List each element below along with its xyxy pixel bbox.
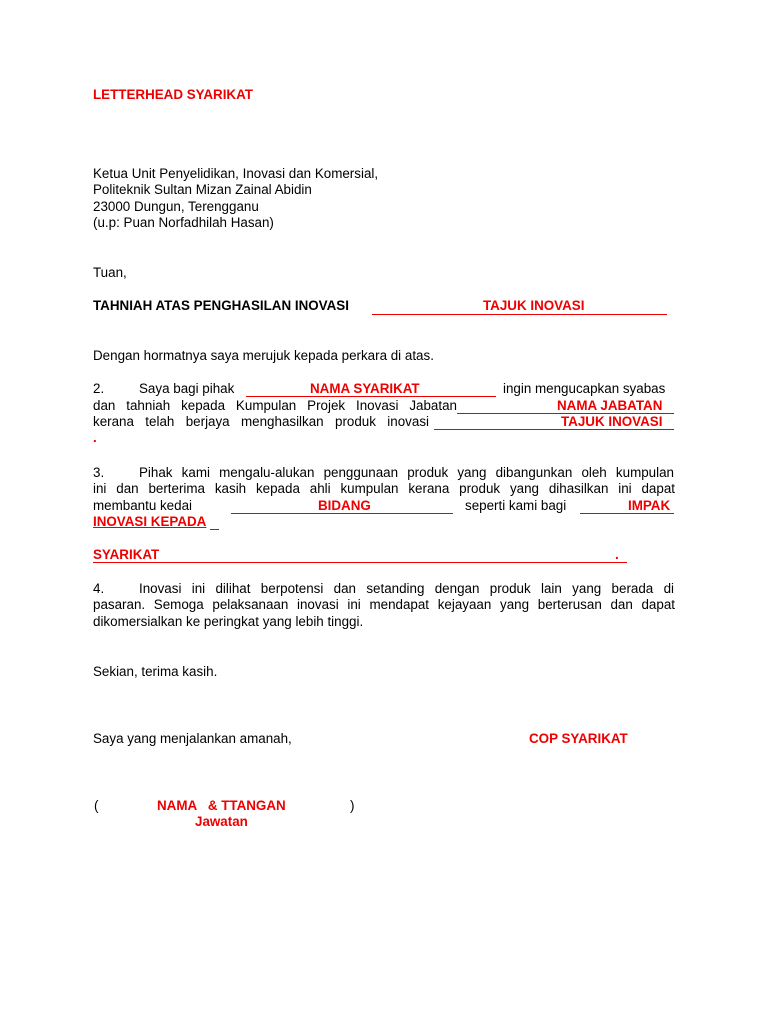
para2-text-b: ingin mengucapkan syabas [503,381,666,396]
recipient-line-1: Ketua Unit Penyelidikan, Inovasi dan Komersial, [93,166,379,181]
letterhead-placeholder: LETTERHEAD SYARIKAT [93,87,253,102]
para2-text-d: kerana telah berjaya menghasilkan produk inovasi [93,414,429,429]
para3-line-2: ini dan berterima kasih kepada ahli kumpulan kerana produk yang dihasilkan ini dapat [93,481,675,496]
position-placeholder: Jawatan [195,814,248,829]
para2-end-mark: . [93,430,97,445]
recipient-line-3: 23000 Dungun, Terengganu [93,199,259,214]
para2-number: 2. [93,381,105,396]
para3-line-1: Pihak kami mengalu-alukan penggunaan produk yang dibangunkan oleh kumpulan [139,465,674,480]
para3-end-mark: . [615,547,619,562]
company-name-placeholder: NAMA SYARIKAT [310,381,420,396]
closing-line: Sekian, terima kasih. [93,664,218,679]
salutation: Tuan, [93,265,127,280]
innovation-to-placeholder: INOVASI KEPADA [93,514,207,529]
para2-text-a: Saya bagi pihak [139,381,235,396]
para3-text-b: seperti kami bagi [465,498,567,513]
opening-sentence: Dengan hormatnya saya merujuk kepada perkara di atas. [93,348,434,363]
signature-open-paren: ( [94,798,99,813]
innovation-title-placeholder: TAJUK INOVASI [561,414,663,429]
recipient-line-4: (u.p: Puan Norfadhilah Hasan) [93,215,274,230]
para4-number: 4. [93,581,105,596]
department-placeholder: NAMA JABATAN [557,398,663,413]
signature-name-placeholder: NAMA & TTANGAN [157,798,286,813]
subject-title-placeholder: TAJUK INOVASI [483,298,585,313]
field-placeholder: BIDANG [318,498,371,513]
para2-text-c: dan tahniah kepada Kumpulan Projek Inovasi Jabatan [93,398,457,413]
company-stamp-placeholder: COP SYARIKAT [529,731,628,746]
para4-line-2: pasaran. Semoga pelaksanaan inovasi ini mendapat kejayaan yang berterusan dan dapat [93,597,675,612]
company-impact-underline [93,547,627,563]
para3-text-a: membantu kedai [93,498,192,513]
company-impact-placeholder: SYARIKAT [93,547,160,562]
para4-line-3: dikomersialkan ke peringkat yang lebih tinggi. [93,614,364,629]
subject-prefix: TAHNIAH ATAS PENGHASILAN INOVASI [93,298,349,313]
impact-placeholder: IMPAK [628,498,671,513]
para4-line-1: Inovasi ini dilihat berpotensi dan setanding dengan produk lain yang berada di [139,581,674,596]
recipient-line-2: Politeknik Sultan Mizan Zainal Abidin [93,182,312,197]
sign-off: Saya yang menjalankan amanah, [93,731,292,746]
innovation-to-underline [210,514,219,530]
para3-number: 3. [93,465,105,480]
signature-close-paren: ) [350,798,355,813]
